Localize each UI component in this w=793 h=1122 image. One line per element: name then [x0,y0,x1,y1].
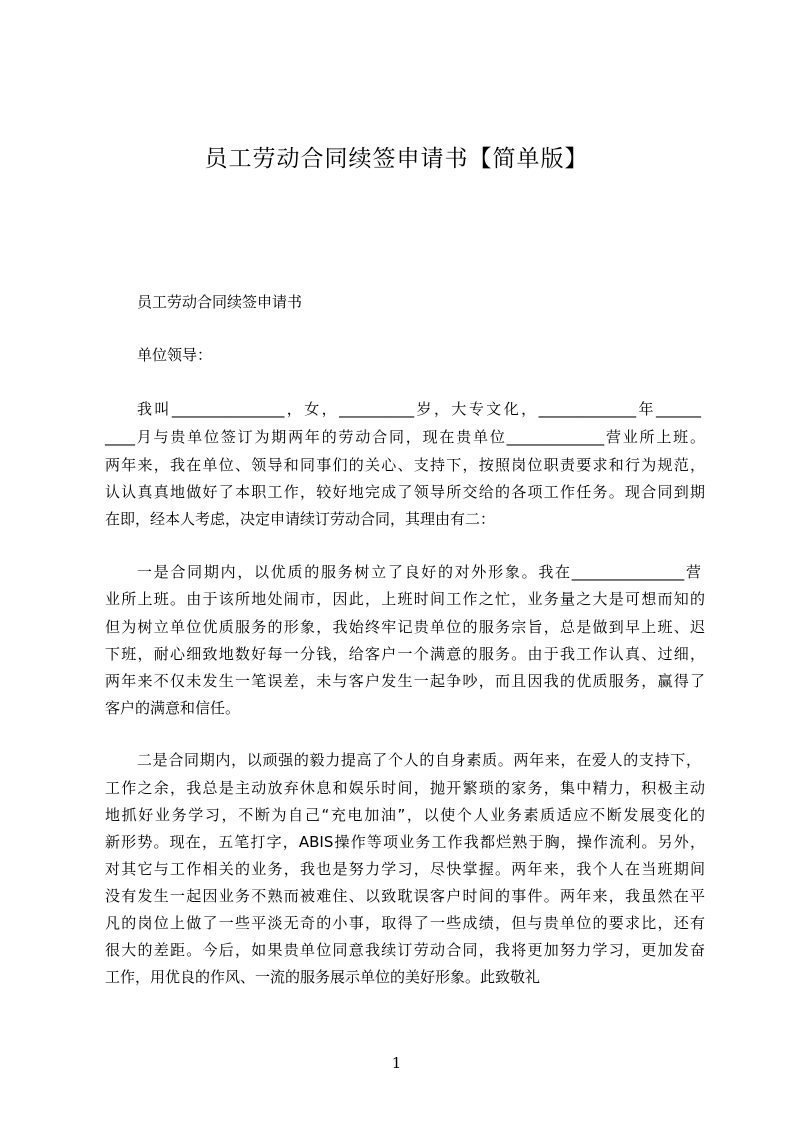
paragraph-line: 在即，经本人考虑，决定申请续订劳动合同，其理由有二： [105,510,496,528]
paragraph-line: 二是合同期内，以顽强的毅力提高了个人的自身素质。两年来，在爱人的支持下， [137,751,701,769]
document-title: 员工劳动合同续签申请书【简单版】 [204,146,589,172]
paragraph-line: 业所上班。由于该所地处闹市，因此，上班时间工作之忙，业务量之大是可想而知的 [105,590,705,608]
paragraph-line: 新形势。现在，五笔打字，ABIS操作等项业务工作我都烂熟于胸，操作流利。另外， [105,833,705,851]
paragraph-line: 认认真真地做好了本职工作，较好地完成了领导所交给的各项工作任务。现合同到期 [105,483,705,501]
paragraph-line: 我叫_______________，女，__________岁，大专文化，_____________年______ [137,400,701,418]
paragraph-line: 地抓好业务学习，不断为自己“充电加油”，以使个人业务素质适应不断发展变化的 [105,806,705,824]
paragraph-line: 一是合同期内，以优质的服务树立了良好的对外形象。我在_______________营 [137,563,701,581]
paragraph-line: 客户的满意和信任。 [105,699,241,717]
paragraph-line: 下班，耐心细致地数好每一分钱，给客户一个满意的服务。由于我工作认真、过细， [105,645,705,663]
paragraph-line: 两年来，我在单位、领导和同事们的关心、支持下，按照岗位职责要求和行为规范， [105,456,705,474]
paragraph-line: 凡的岗位上做了一些平淡无奇的小事，取得了一些成绩，但与贵单位的要求比，还有 [105,914,705,932]
paragraph-line: 很大的差距。今后，如果贵单位同意我续订劳动合同，我将更加努力学习，更加发奋 [105,941,705,959]
paragraph-line: 对其它与工作相关的业务，我也是努力学习，尽快掌握。两年来，我个人在当班期间 [105,860,705,878]
page-number: 1 [391,1054,402,1072]
salutation: 单位领导： [137,346,213,364]
paragraph-line: 工作，用优良的作风、一流的服务展示单位的美好形象。此致敬礼 [105,968,541,986]
paragraph-line: 没有发生一起因业务不熟而被难住、以致耽误客户时间的事件。两年来，我虽然在平 [105,887,705,905]
section-heading: 员工劳动合同续签申请书 [137,293,303,311]
paragraph-line: ____月与贵单位签订为期两年的劳动合同，现在贵单位_____________营业所上班。 [105,428,705,446]
paragraph-line: 两年来不仅未发生一笔误差，未与客户发生一起争吵，而且因我的优质服务，赢得了 [105,672,705,690]
paragraph-line: 但为树立单位优质服务的形象，我始终牢记贵单位的服务宗旨，总是做到早上班、迟 [105,618,705,636]
paragraph-line: 工作之余，我总是主动放弃休息和娱乐时间，抛开繁琐的家务，集中精力，积极主动 [105,779,705,797]
